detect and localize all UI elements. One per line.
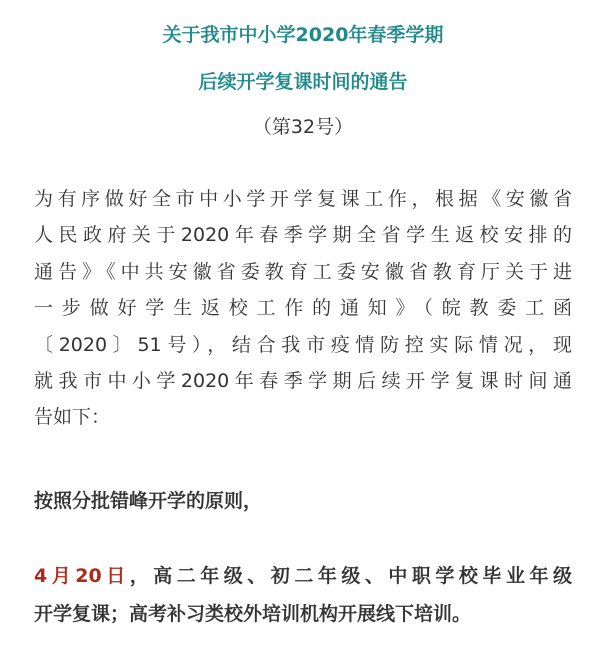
paragraph-line: 为有序做好全市中小学开学复课工作，根据《安徽省	[34, 188, 572, 210]
paragraph-line: 〔2020〕51号），结合我市疫情防控实际情况，现	[34, 333, 572, 356]
paragraph-line: 通告》《中共安徽省委教育工委安徽省教育厅关于进	[34, 260, 572, 283]
paragraph-line: 告如下：	[34, 406, 111, 429]
title-line-1: 关于我市中小学2020年春季学期	[162, 24, 444, 46]
paragraph-line: 人民政府关于2020年春季学期全省学生返校安排的	[34, 224, 572, 247]
notice-line-2: 开学复课；高考补习类校外培训机构开展线下培训。	[34, 602, 472, 625]
paragraph-line: 就我市中小学2020年春季学期后续开学复课时间通	[34, 369, 572, 392]
title-line-2: 后续开学复课时间的通告	[198, 71, 408, 93]
notice-line-1	[34, 557, 572, 595]
document-number: （第32号）	[252, 116, 354, 138]
notice-date: 4月20日	[34, 564, 130, 587]
paragraph-line: 一步做好学生返校工作的通知》（皖教委工函	[34, 297, 572, 320]
reopening-notice	[34, 557, 572, 633]
intro-paragraph	[34, 181, 572, 436]
principle-statement: 按照分批错峰开学的原则，	[34, 489, 263, 512]
notice-line-1-text: ，高二年级、初二年级、中职学校毕业年级	[129, 564, 572, 587]
